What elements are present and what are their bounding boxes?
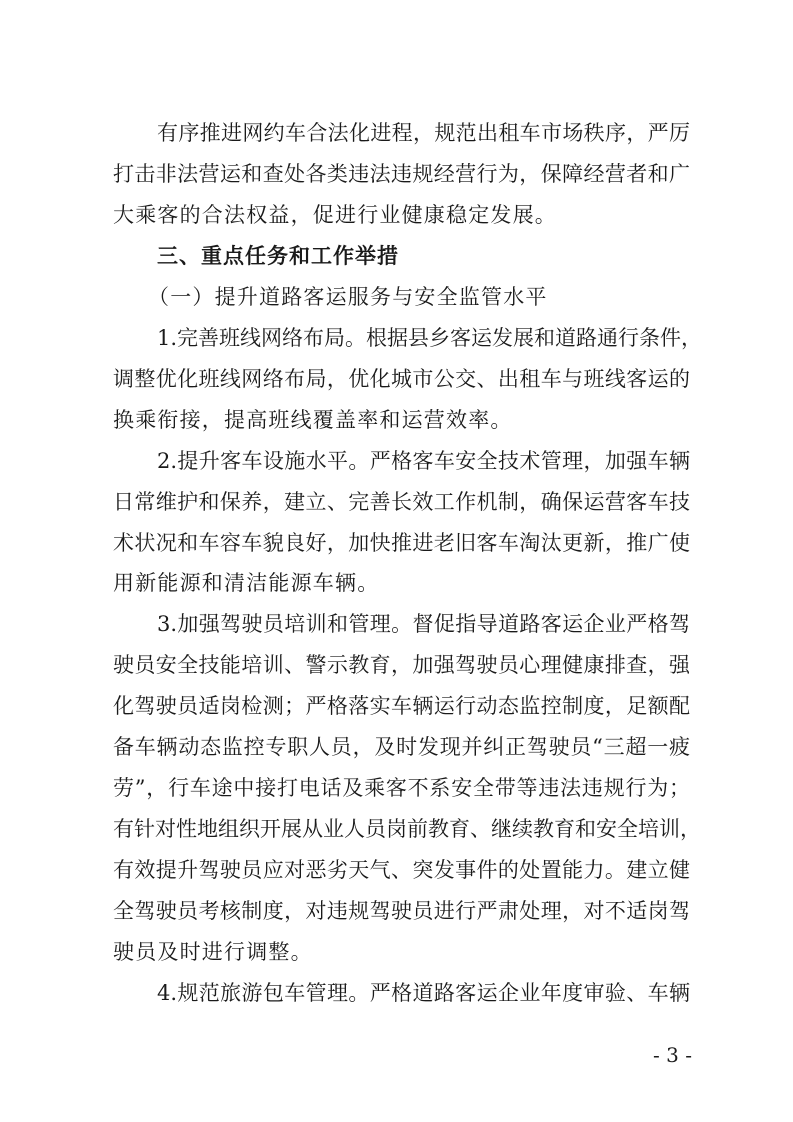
page-number: - 3 - [653,1043,692,1067]
body-text-line: 打击非法营运和查处各类违法违规经营行为，保障经营者和广 [113,161,690,186]
body-text-line: 大乘客的合法权益，促进行业健康稳定发展。 [113,202,557,227]
body-text-line: 全驾驶员考核制度，对违规驾驶员进行严肃处理，对不适岗驾 [113,899,690,924]
body-text-line: 日常维护和保养，建立、完善长效工作机制，确保运营客车技 [113,489,690,514]
body-text-line: 备车辆动态监控专职人员，及时发现并纠正驾驶员“三超一疲 [113,735,690,760]
body-text-line: 有针对性地组织开展从业人员岗前教育、继续教育和安全培训， [113,817,701,842]
body-text-line: 3.加强驾驶员培训和管理。督促指导道路客运企业严格驾 [157,612,690,637]
body-text-line: 2.提升客车设施水平。严格客车安全技术管理，加强车辆 [157,448,690,473]
body-text-line: 驶员及时进行调整。 [113,940,313,965]
body-text-line: 术状况和车容车貌良好，加快推进老旧客车淘汰更新，推广使 [113,530,690,555]
body-text-line: 化驾驶员适岗检测；严格落实车辆运行动态监控制度，足额配 [113,694,690,719]
body-text-line: 用新能源和清洁能源车辆。 [113,571,380,596]
section-heading: 三、重点任务和工作举措 [157,243,399,268]
body-text-line: 驶员安全技能培训、警示教育，加强驾驶员心理健康排查，强 [113,653,690,678]
body-text-line: 调整优化班线网络布局，优化城市公交、出租车与班线客运的 [113,366,690,391]
body-text-line: 换乘衔接，提高班线覆盖率和运营效率。 [113,407,513,432]
body-text-line: 有序推进网约车合法化进程，规范出租车市场秩序，严厉 [157,121,690,145]
body-text-line: 劳”，行车途中接打电话及乘客不系安全带等违法违规行为； [113,776,690,801]
body-text-line: 有效提升驾驶员应对恶劣天气、突发事件的处置能力。建立健 [113,858,690,883]
body-text-line: 4.规范旅游包车管理。严格道路客运企业年度审验、车辆 [157,981,690,1005]
body-text-line: 1.完善班线网络布局。根据县乡客运发展和道路通行条件， [157,325,703,350]
subsection-heading: （一）提升道路客运服务与安全监管水平 [148,284,548,309]
